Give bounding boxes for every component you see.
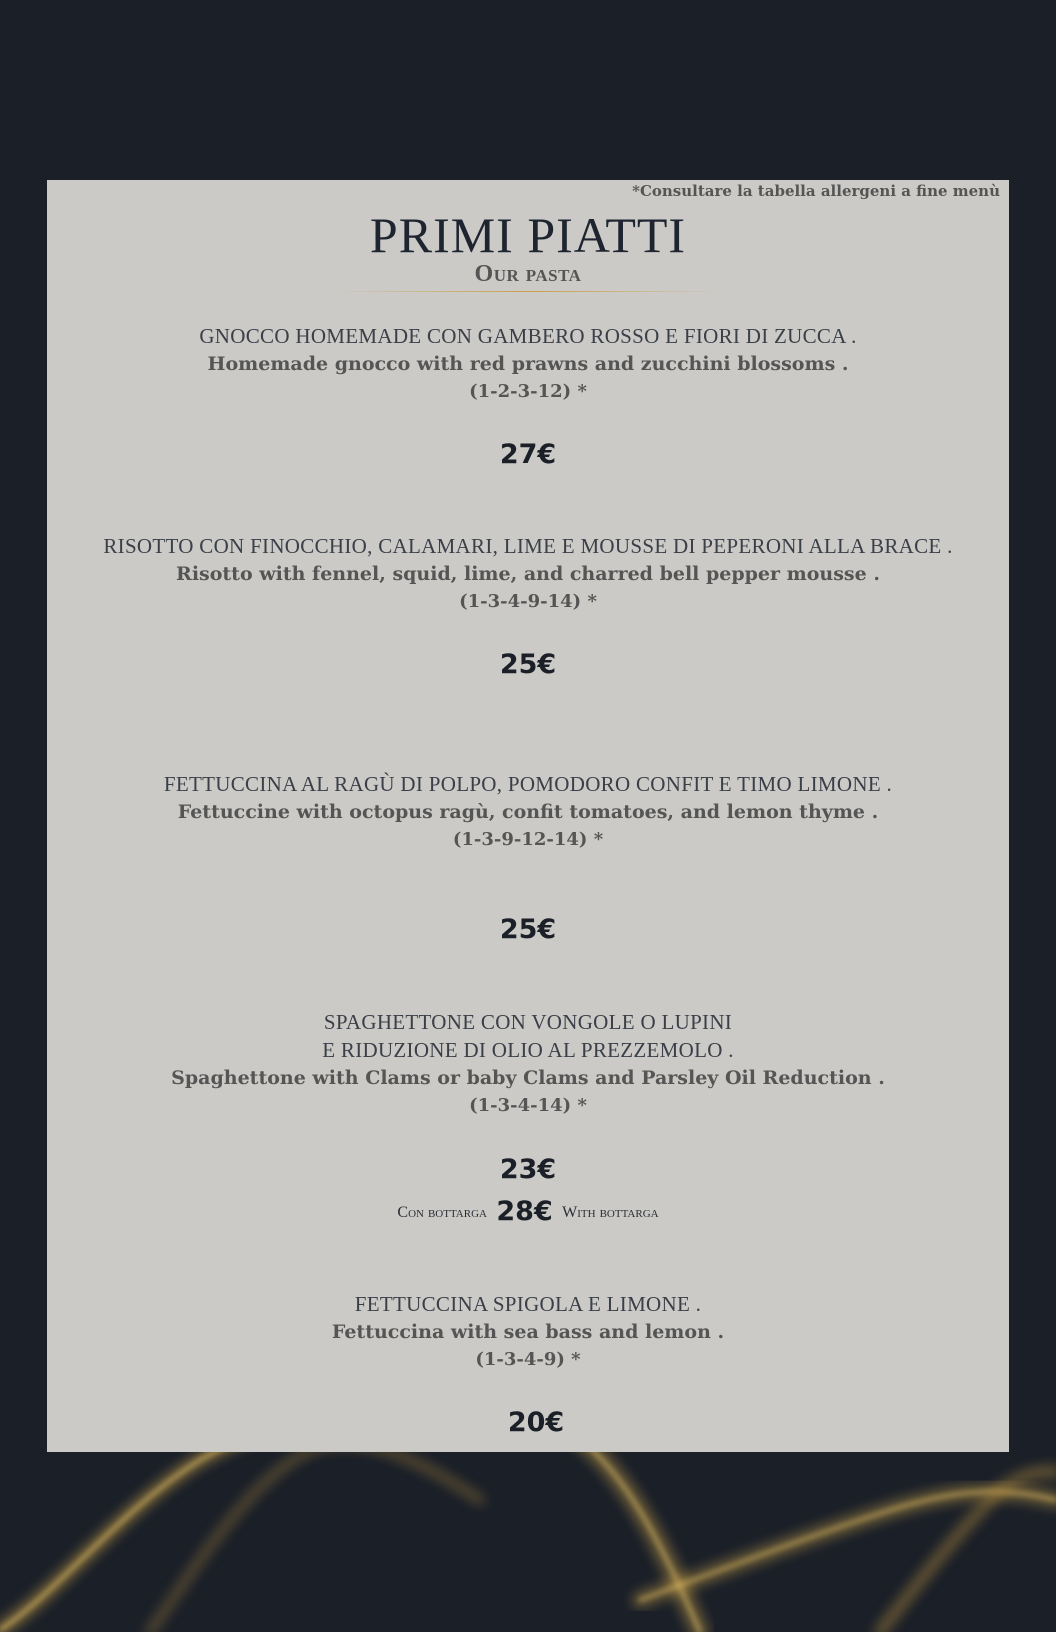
dish-allergens: (1-3-4-14) * xyxy=(469,1095,587,1116)
page-title: PRIMI PIATTI xyxy=(369,207,687,263)
menu-heading xyxy=(47,207,1009,292)
dish-allergens: (1-3-4-9) * xyxy=(475,1349,581,1370)
dish-name-italian: RISOTTO CON FINOCCHIO, CALAMARI, LIME E MOUSSE DI PEPERONI ALLA BRACE . xyxy=(103,534,953,558)
dish-risotto xyxy=(47,532,1009,616)
dish-name-english: Spaghettone with Clams or baby Clams and Parsley Oil Reduction . xyxy=(171,1067,885,1089)
dish-name-italian-line1: SPAGHETTONE CON VONGOLE O LUPINI xyxy=(323,1010,733,1034)
dish-price: 20€ xyxy=(507,1407,565,1438)
dish-price: 27€ xyxy=(499,439,557,470)
gold-divider xyxy=(333,291,723,292)
dish-name-english: Fettuccine with octopus ragù, confit tomatoes, and lemon thyme . xyxy=(177,801,879,823)
dish-allergens: (1-3-4-9-14) * xyxy=(459,591,597,612)
dish-fettuccina-spigola xyxy=(47,1290,1009,1374)
dish-name-italian-line2: E RIDUZIONE DI OLIO AL PREZZEMOLO . xyxy=(322,1038,734,1062)
dish-name-english: Homemade gnocco with red prawns and zucchini blossoms . xyxy=(207,353,849,375)
dish-name-italian: FETTUCCINA SPIGOLA E LIMONE . xyxy=(354,1292,702,1316)
dish-name-italian: FETTUCCINA AL RAGÙ DI POLPO, POMODORO CONFIT E TIMO LIMONE . xyxy=(163,772,893,796)
bottarga-price: 28€ xyxy=(496,1196,553,1227)
page-subtitle: Our pasta xyxy=(474,261,582,287)
dish-price: 25€ xyxy=(499,914,557,945)
dish-price: 23€ xyxy=(499,1154,557,1185)
dish-name-italian: GNOCCO HOMEMADE CON GAMBERO ROSSO E FIORI DI ZUCCA . xyxy=(199,324,857,348)
dish-price: 25€ xyxy=(499,649,557,680)
dish-name-english: Risotto with fennel, squid, lime, and charred bell pepper mousse . xyxy=(176,563,880,585)
allergen-note: *Consultare la tabella allergeni a fine menù xyxy=(632,182,1000,200)
dish-fettuccina-polpo xyxy=(47,770,1009,854)
dish-name-english: Fettuccina with sea bass and lemon . xyxy=(331,1321,725,1343)
menu-card xyxy=(47,180,1009,1452)
bottarga-label-italian: Con bottarga xyxy=(397,1204,487,1221)
bottarga-label-english: With bottarga xyxy=(562,1204,659,1221)
bottarga-price-row xyxy=(47,1198,1009,1225)
dish-gnocco xyxy=(47,322,1009,406)
dish-allergens: (1-3-9-12-14) * xyxy=(452,829,604,850)
dish-spaghettone xyxy=(47,1008,1009,1120)
dish-allergens: (1-2-3-12) * xyxy=(469,381,587,402)
